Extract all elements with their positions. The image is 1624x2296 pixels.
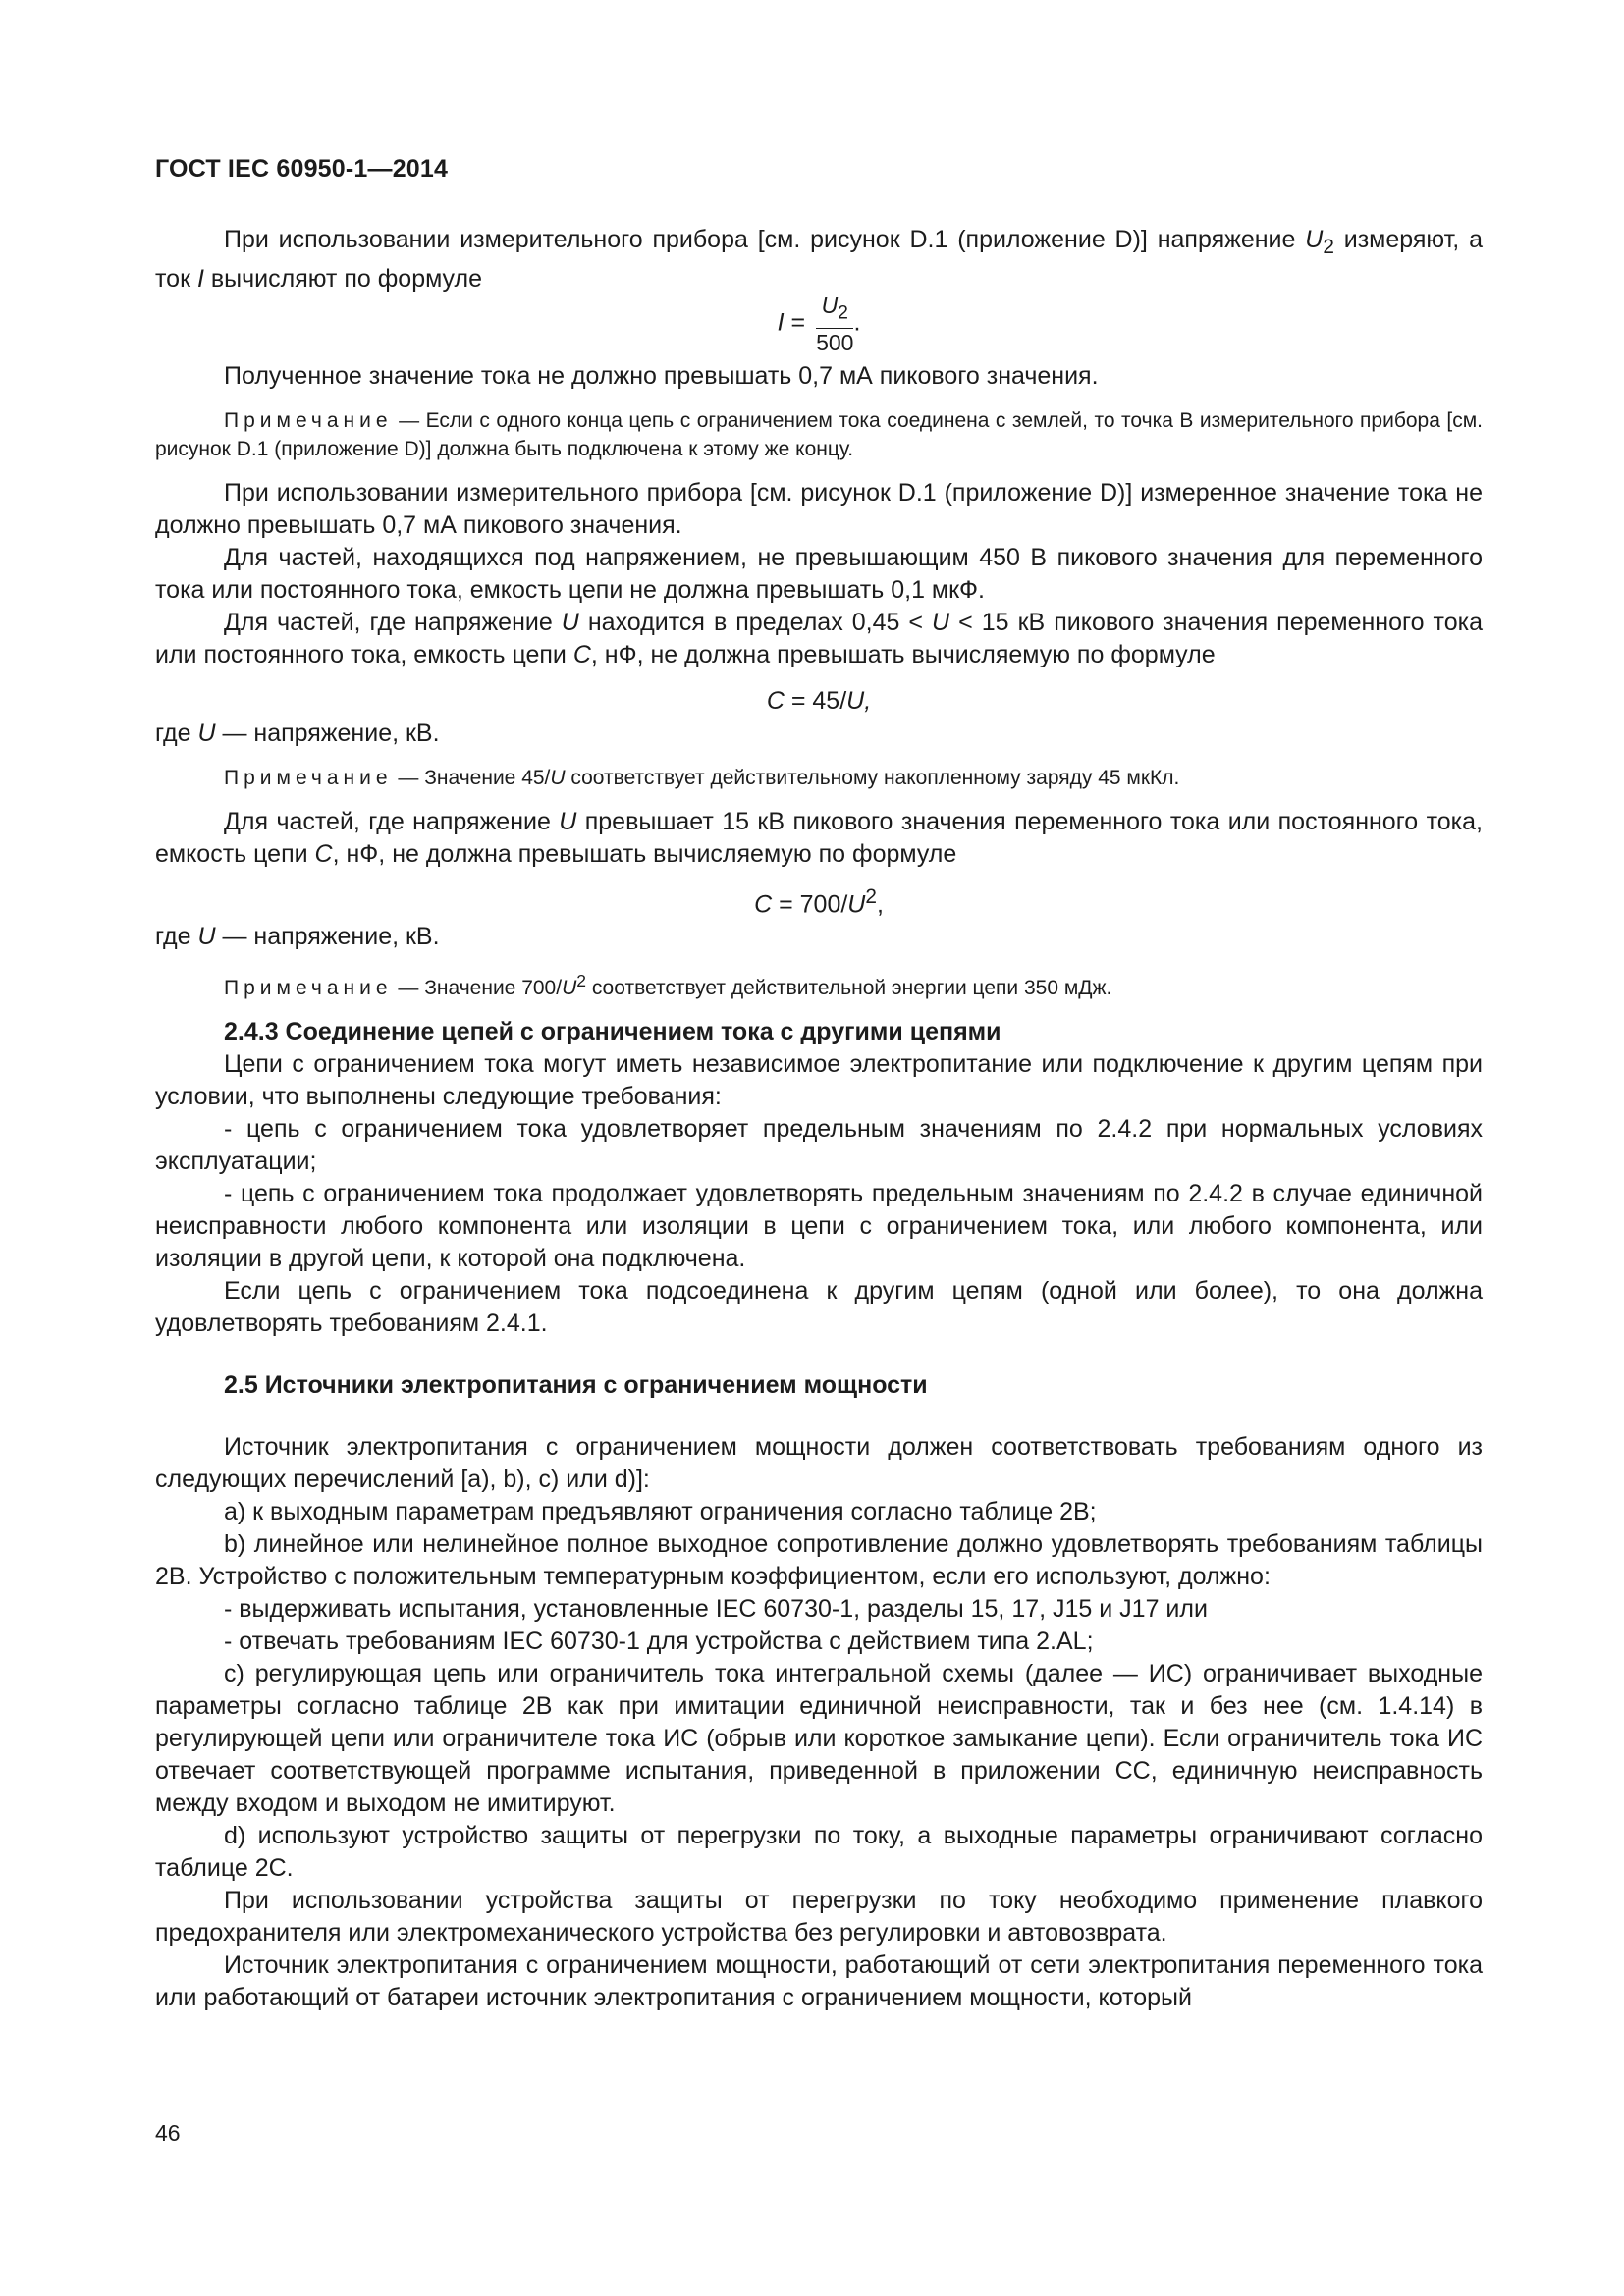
paragraph-mains-battery: Источник электропитания с ограничением мощности, работающий от сети электропитания переменного тока или работающий от батареи источник электропитания с ограничением мощности, который <box>155 1950 1483 2011</box>
paragraph-lps-requirements: Источник электропитания с ограничением мощности должен соответствовать требованиям одного из следующих перечислений [a), b), c) или d)]: <box>155 1432 1483 1493</box>
list-item-a: a) к выходным параметрам предъявляют ограничения согласно таблице 2B; <box>224 1497 1097 1525</box>
list-item-c: c) регулирующая цепь или ограничитель тока интегральной схемы (далее — ИС) ограничивает выходные параметры согласно таблице 2B как при имитации единичной неисправности, так и без нее (см. 1.4.14) в регулирующей цепи или ограничителе тока ИС (обрыв или короткое замыкание цепи). Если ограничитель тока ИС отвечает соответствующей программе испытания, приведенной в приложении CC, единичную неисправность между входом и выходом не имитируют. <box>155 1659 1483 1817</box>
formula-capacitance-1: C = 45/U, <box>766 686 872 715</box>
note-charge: Примечание — Значение 45/U соответствует действительному накопленному заряду 45 мкКл. <box>224 766 1180 789</box>
list-item-d: d) используют устройство защиты от перегрузки по току, а выходные параметры ограничивают согласно таблице 2C. <box>155 1821 1483 1882</box>
fraction: $\frac{U_2}{500}$ <box>816 293 854 355</box>
section-heading-2-4-3: 2.4.3 Соединение цепей с ограничением тока с другими цепями <box>224 1017 1001 1045</box>
note-energy: Примечание — Значение $700/U^2$ соответствует действительной энергии цепи 350 мДж. <box>224 970 1112 999</box>
list-item-b-dash-2: - отвечать требованиям IEC 60730-1 для устройства с действием типа 2.AL; <box>224 1627 1094 1655</box>
page-number: 46 <box>155 2120 181 2146</box>
formula-current: I = $\frac{U_2}{500}$ . <box>777 293 861 355</box>
paragraph-450v: Для частей, находящихся под напряжением, не превышающим 450 В пикового значения для переменного тока или постоянного тока, емкость цепи не должна превышать 0,1 мкФ. <box>155 543 1483 604</box>
list-item-single-fault: - цепь с ограничением тока продолжает удовлетворять предельным значениям по 2.4.2 в случае единичной неисправности любого компонента или изоляции в цепи с ограничением тока, или любого компонента, или изоляции в другой цепи, к которой она подключена. <box>155 1179 1483 1272</box>
page-body <box>155 224 1483 2014</box>
where-u-2: где U — напряжение, кВ. <box>155 922 440 950</box>
paragraph-measure-voltage: При использовании измерительного прибора [см. рисунок D.1 (приложение D)] напряжение $U_2$ измеряют, а ток I вычисляют по формуле <box>155 226 1483 293</box>
paragraph-overcurrent: При использовании устройства защиты от перегрузки по току необходимо применение плавкого предохранителя или электромеханического устройства без регулировки и автовозврата. <box>155 1886 1483 1947</box>
paragraph-independent-supply: Цепи с ограничением тока могут иметь независимое электропитание или подключение к другим цепям при условии, что выполнены следующие требования: <box>155 1049 1483 1110</box>
formula-capacitance-2: $C = 700/U^2$, <box>754 884 884 918</box>
list-item-b-dash-1: - выдерживать испытания, установленные IEC 60730-1, разделы 15, 17, J15 и J17 или <box>224 1594 1208 1623</box>
paragraph-current-limit: Полученное значение тока не должно превышать 0,7 мА пикового значения. <box>224 361 1099 390</box>
where-u-1: где U — напряжение, кВ. <box>155 719 440 747</box>
list-item-b: b) линейное или нелинейное полное выходное сопротивление должно удовлетворять требованиям таблицы 2B. Устройство с положительным температурным коэффициентом, если его используют, должно: <box>155 1529 1483 1590</box>
page-header: ГОСТ IEC 60950-1—2014 <box>155 155 449 183</box>
paragraph-connected-circuits: Если цепь с ограничением тока подсоединена к другим цепям (одной или более), то она должна удовлетворять требованиям 2.4.1. <box>155 1276 1483 1337</box>
note-earth-connection: Примечание — Если с одного конца цепь с ограничением тока соединена с землей, то точка B измерительного прибора [см. рисунок D.1 (приложение D)] должна быть подключена к этому же концу. <box>155 408 1483 460</box>
section-heading-2-5: 2.5 Источники электропитания с ограничением мощности <box>224 1370 928 1399</box>
list-item-normal-conditions: - цепь с ограничением тока удовлетворяет предельным значениям по 2.4.2 при нормальных условиях эксплуатации; <box>155 1114 1483 1175</box>
paragraph-range: Для частей, где напряжение U находится в пределах 0,45 < U < 15 кВ пикового значения переменного тока или постоянного тока, емкость цепи C, нФ, не должна превышать вычисляемую по формуле <box>155 608 1483 668</box>
paragraph-measured-value: При использовании измерительного прибора [см. рисунок D.1 (приложение D)] измеренное значение тока не должно превышать 0,7 мА пикового значения. <box>155 478 1483 539</box>
paragraph-15kv: Для частей, где напряжение U превышает 15 кВ пикового значения переменного тока или постоянного тока, емкость цепи C, нФ, не должна превышать вычисляемую по формуле <box>155 807 1483 868</box>
